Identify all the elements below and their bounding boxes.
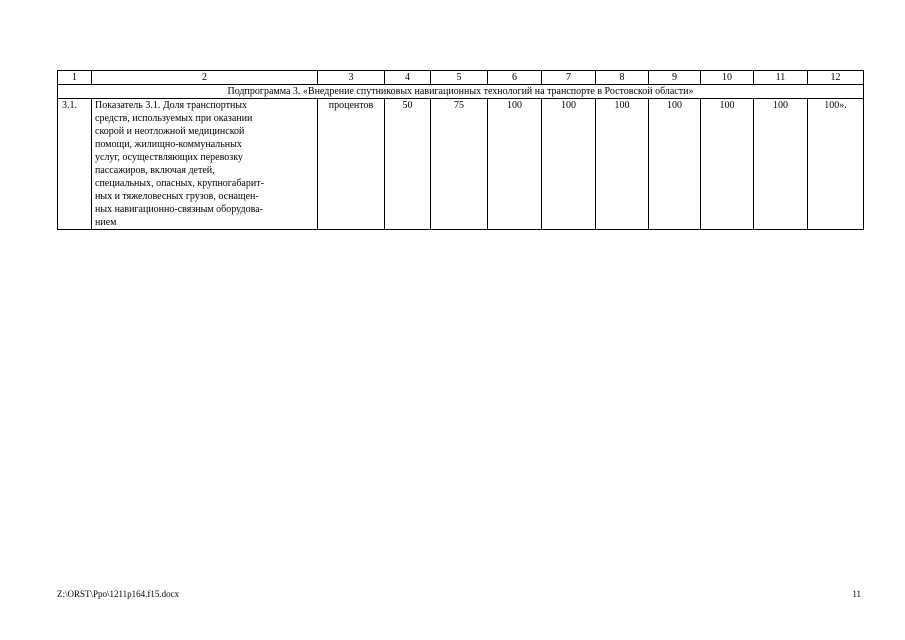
footer-file-path: Z:\ORST\Ppo\1211p164.f15.docx — [57, 589, 180, 599]
indicator-name-line: помощи, жилищно-коммунальных — [95, 139, 242, 150]
subprogram-row — [58, 85, 864, 99]
indicator-name-line: пассажиров, включая детей, — [95, 165, 215, 176]
indicator-name-line: нием — [95, 217, 117, 228]
page-number: 11 — [852, 589, 861, 599]
indicator-name-line: услуг, осуществляющих перевозку — [95, 152, 243, 163]
value-cell: 100 — [596, 99, 649, 230]
column-number-cell: 5 — [431, 71, 488, 85]
value-cell: 100 — [754, 99, 808, 230]
column-number-cell: 7 — [542, 71, 596, 85]
indicator-name-line: скорой и неотложной медицинской — [95, 126, 245, 137]
indicators-table — [57, 70, 864, 230]
indicator-name-line: специальных, опасных, крупногабарит- — [95, 178, 264, 189]
value-cell: 100 — [701, 99, 754, 230]
column-number-cell: 11 — [754, 71, 808, 85]
column-number-cell: 1 — [58, 71, 92, 85]
column-number-cell: 3 — [318, 71, 385, 85]
column-number-cell: 12 — [808, 71, 864, 85]
value-cell: 50 — [385, 99, 431, 230]
column-number-cell: 9 — [649, 71, 701, 85]
column-number-cell: 4 — [385, 71, 431, 85]
subprogram-title: Подпрограмма 3. «Внедрение спутниковых навигационных технологий на транспорте в Ростовской области» — [58, 85, 864, 99]
value-cell: 100 — [542, 99, 596, 230]
column-number-cell: 6 — [488, 71, 542, 85]
value-cell: 100 — [649, 99, 701, 230]
column-number-cell: 10 — [701, 71, 754, 85]
column-number-row — [58, 71, 864, 85]
indicator-name-line: ных и тяжеловесных грузов, оснащен- — [95, 191, 259, 202]
indicator-name — [92, 99, 318, 230]
value-cell: 100». — [808, 99, 864, 230]
indicator-name-line: средств, используемых при оказании — [95, 113, 253, 124]
row-number: 3.1. — [58, 99, 92, 230]
table-row — [58, 99, 864, 230]
unit-cell: процентов — [318, 99, 385, 230]
indicator-name-line: Показатель 3.1. Доля транспортных — [95, 100, 248, 111]
indicator-name-line: ных навигационно-связным оборудова- — [95, 204, 263, 215]
value-cell: 100 — [488, 99, 542, 230]
value-cell: 75 — [431, 99, 488, 230]
column-number-cell: 8 — [596, 71, 649, 85]
column-number-cell: 2 — [92, 71, 318, 85]
